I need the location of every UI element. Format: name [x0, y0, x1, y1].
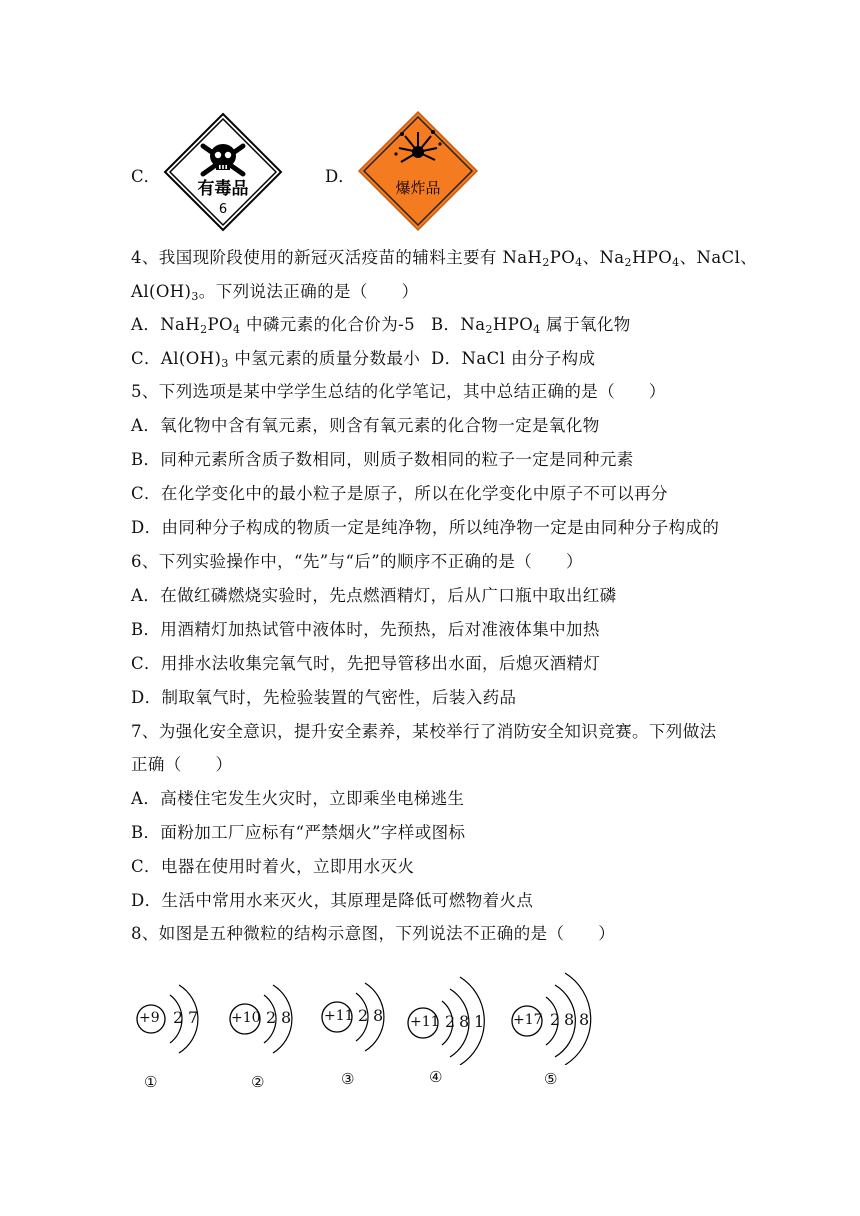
electron-count: 2 [173, 1008, 184, 1027]
q4-b-text: HPO [492, 315, 534, 334]
q4-option-b [431, 315, 631, 335]
q4-option-d: D．NaCl 由分子构成 [431, 349, 596, 368]
electron-count: 2 [445, 1012, 456, 1031]
q4-a-text: 中磷元素的化合价为-5 [240, 315, 415, 334]
q4-stem-line1 [131, 248, 757, 268]
q4-text-a: 4、我国现阶段使用的新冠灭活疫苗的辅料主要有 NaH [131, 248, 543, 267]
q4-stem-line2 [131, 282, 419, 302]
q4-option-a [131, 315, 415, 335]
electron-count: 2 [266, 1008, 277, 1027]
electron-count: 2 [550, 1010, 561, 1029]
explosive-sign-text: 爆炸品 [395, 179, 441, 197]
q5-option-d: D．由同种分子构成的物质一定是纯净物，所以纯净物一定是由同种分子构成的 [131, 518, 720, 537]
electron-count: 2 [358, 1006, 369, 1025]
q6-option-d: D．制取氧气时，先检验装置的气密性，后装入药品 [131, 688, 517, 707]
nucleus-charge: +9 [139, 1010, 160, 1026]
q4-c-text: C．Al(OH) [131, 349, 222, 368]
q4-option-c [131, 349, 420, 369]
atom-diagram-5 [508, 965, 600, 1065]
particle-label-2: ② [251, 1073, 265, 1091]
q4-text-g: 。下列说法正确的是（ ） [198, 282, 419, 301]
option-d-label: D． [325, 167, 355, 186]
atom-diagram-2 [228, 975, 308, 1055]
option-c-label: C． [131, 167, 161, 186]
q6-option-a: A．在做红磷燃烧实验时，先点燃酒精灯，后从广口瓶中取出红磷 [131, 586, 617, 605]
electron-count: 7 [188, 1008, 199, 1027]
toxic-sign-text: 有毒品 [197, 179, 249, 199]
q4-text-b: PO [549, 248, 576, 267]
q4-c-text: 中氢元素的质量分数最小 [228, 349, 421, 368]
q4-sub: 2 [485, 323, 493, 336]
electron-count: 8 [459, 1012, 470, 1031]
nucleus-charge: +17 [513, 1012, 543, 1028]
electron-count: 8 [564, 1010, 575, 1029]
q6-option-c: C．用排水法收集完氧气时，先把导管移出水面，后熄灭酒精灯 [131, 654, 601, 673]
atom-diagram-1 [135, 975, 215, 1055]
nucleus-charge: +11 [410, 1014, 440, 1030]
q4-sub: 4 [672, 256, 680, 269]
q4-sub: 2 [624, 256, 632, 269]
q4-a-text: PO [207, 315, 233, 334]
q5-stem: 5、下列选项是某中学学生总结的化学笔记，其中总结正确的是（ ） [131, 382, 666, 401]
q4-text-d: HPO [631, 248, 673, 267]
nucleus-charge: +10 [231, 1010, 261, 1026]
q7-stem-line2: 正确（ ） [131, 755, 233, 774]
q4-sub: 4 [232, 323, 241, 336]
q4-sub: 2 [200, 323, 208, 336]
q5-option-c: C．在化学变化中的最小粒子是原子，所以在化学变化中原子不可以再分 [131, 484, 668, 503]
electron-count: 8 [579, 1010, 590, 1029]
q6-stem: 6、下列实验操作中，“先”与“后”的顺序不正确的是（ ） [131, 552, 583, 571]
particle-label-3: ③ [341, 1070, 355, 1088]
q5-option-b: B．同种元素所含质子数相同，则质子数相同的粒子一定是同种元素 [131, 450, 634, 469]
particle-label-5: ⑤ [544, 1070, 558, 1088]
toxic-sign-number: 6 [218, 202, 228, 217]
q4-b-text: B．Na [431, 315, 486, 334]
q7-option-d: D．生活中常用水来灭火，其原理是降低可燃物着火点 [131, 891, 534, 910]
q4-text-e: 、NaCl、 [679, 248, 758, 267]
q4-sub: 2 [542, 256, 550, 269]
q4-sub: 3 [221, 357, 229, 370]
electron-count: 1 [474, 1012, 485, 1031]
electron-count: 8 [373, 1006, 384, 1025]
q7-stem-line1: 7、为强化安全意识，提升安全素养，某校举行了消防安全知识竞赛。下列做法 [131, 722, 717, 741]
q4-text-c: 、Na [582, 248, 625, 267]
atom-diagram-3 [320, 975, 400, 1055]
atom-diagram-4 [405, 965, 497, 1065]
q4-a-text: A．NaH [131, 315, 201, 334]
q4-sub: 4 [575, 256, 583, 269]
q4-b-text: 属于氧化物 [540, 315, 631, 334]
electron-count: 8 [281, 1008, 292, 1027]
particle-label-1: ① [144, 1073, 158, 1091]
q4-text-f: Al(OH) [131, 282, 192, 301]
q8-stem: 8、如图是五种微粒的结构示意图，下列说法不正确的是（ ） [131, 924, 616, 943]
q7-option-a: A．高楼住宅发生火灾时，立即乘坐电梯逃生 [131, 789, 465, 808]
nucleus-charge: +11 [324, 1008, 354, 1024]
q5-option-a: A．氧化物中含有氧元素，则含有氧元素的化合物一定是氧化物 [131, 416, 600, 435]
q4-sub: 3 [191, 290, 199, 303]
q7-option-b: B．面粉加工厂应标有“严禁烟火”字样或图标 [131, 823, 466, 842]
toxic-hazard-sign [163, 112, 283, 232]
particle-label-4: ④ [429, 1068, 443, 1086]
q6-option-b: B．用酒精灯加热试管中液体时，先预热，后对准液体集中加热 [131, 620, 600, 639]
q4-sub: 4 [533, 323, 541, 336]
q7-option-c: C．电器在使用时着火，立即用水灭火 [131, 857, 415, 876]
explosive-hazard-sign [357, 110, 479, 232]
